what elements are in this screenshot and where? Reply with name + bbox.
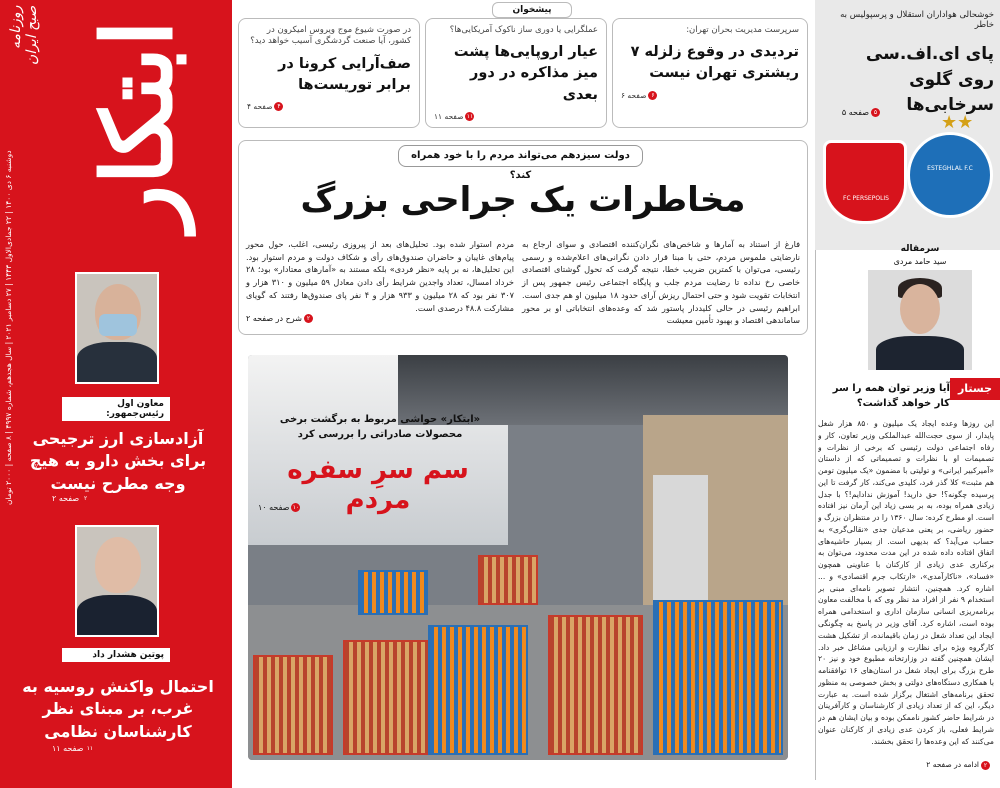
main-headline[interactable]: مخاطرات یک جراحی بزرگ — [300, 180, 746, 220]
teaser-title: صف‌آرایی کرونا در برابر توریست‌ها — [278, 55, 411, 93]
sports-page: ۵صفحه ۵ — [842, 108, 880, 117]
page-dot-icon: ۲ — [81, 494, 90, 503]
masthead-strip — [0, 0, 232, 788]
esteghlal-badge-icon: ESTEGHLAL F.C — [907, 132, 993, 218]
page-dot-icon: ۱۱ — [86, 745, 94, 752]
story2-page: ۱۱صفحه ۱۱ — [52, 744, 94, 753]
editorial-continued: ۲ادامه در صفحه ۲ — [820, 760, 990, 770]
page-dot-icon: ۵ — [871, 108, 880, 117]
stars-icon: ★★ — [941, 112, 974, 133]
teaser-corona[interactable] — [238, 18, 420, 128]
page-dot-icon: ۲ — [981, 761, 990, 770]
story1-headline[interactable]: آزادسازی ارز ترجیحی برای بخش دارو به هیچ وجه مطرح نیست — [29, 429, 207, 493]
story2-headline[interactable]: احتمال واکنش روسیه به غرب، بر مبنای نظر کارشناسان نظامی — [22, 677, 214, 741]
teaser-title: تردیدی در وقوع زلزله ۷ ریشتری تهران نیست — [630, 44, 799, 82]
editorial-label: سرمقاله — [900, 244, 940, 254]
brand-logo[interactable]: ابتکار — [81, 20, 194, 232]
editorial-band: جستار — [950, 378, 1000, 400]
photo-kicker: «ابتکار» حواشی مربوط به برگشت برخی محصولات صادراتی را بررسی کرد — [279, 414, 481, 440]
teaser-page: ۴صفحه ۴ — [247, 102, 411, 112]
sports-box[interactable] — [815, 0, 1000, 250]
photo-page: ۱۰صفحه ۱۰ — [258, 503, 300, 512]
teaser-page: ۶صفحه ۶ — [621, 91, 799, 101]
vp-photo — [75, 272, 159, 384]
brand-subtitle: روزنامه صبح ایران — [8, 6, 40, 66]
teaser-kicker: در صورت شیوع موج ویروس امیکرون در کشور، آیا صنعت گردشگری آسیب خواهد دید؟ — [250, 25, 411, 47]
teaser-title: عیار اروپایی‌ها پشت میز مذاکره در دور بعدی — [453, 44, 598, 103]
dateline: دوشنبه ۶ دی ۱۴۰۰ | ۲۲ جمادی‌الاول ۱۴۴۳ | ۲۷ دسامبر ۲۰۲۱ | سال هجدهم، شماره ۴۹۹۷ | ۸ صفحه | ۲۰۰۰ تومان — [4, 150, 13, 505]
editorial-author: سید حامد مردی — [893, 257, 947, 266]
sports-title: پای ای.اف.سی روی گلوی سرخابی‌ها — [865, 44, 994, 115]
editorial-body: این روزها وعده ایجاد یک میلیون و ۸۵۰ هزار شغل پایدار، از سوی حجت‌الله عبدالملکی وزیر تعاون، کار و رفاه اجتماعی دولت رئیسی که برخی از نظرات و تصمیمات او با نظرات و تصمیماتی که از داستان «آمیرکبیر ایرانی» و تولیتی با مضمون «یک میلیون تومن هم مثبت» کلا گذر فرد، کلیدی می‌کند، کار گرفت تا این پرسیده چگونه؟! حق دارید! آموزش ندادایم!؟ با جدل زیادی همراه بوده، به بر بسی زیاد این آرمان نیز افتاده است. او مطرح کرده: سال ۱۳۶۰ را در منتظران بزرگ و حضور ریاضی، بر یعنی مدعیان جدی «نقالی‌گری» به حساب می‌آید؟ که بدیهی است. از بسیار حاشیه‌های اتفاق افتاده داده شده در این مدت محدود، می‌توان به برکناری عدی زیادی از کارکنان با عناوینی همچون «فساد»، «ناکارآمدی»، «ارتکاب جرم اقتصادی» و ... اشاره کرد. همچنین، انتشار تصویر نامه‌ای مبنی بر استخدام ۹ نفر از افراد مد نظر وی که با مخالفت معاون برنامه‌ریزی انسانی سازمان اداری و استخدامی همراه بوده است، اشاره کرد. آقای وزیر در پاسخ به چگونگی ایجاد این تعداد شغل در زمان باقیمانده، از تشکیل هشت کارگروه ویژه برای نظارت و ارزیابی مشاغل خبر داد. ایشان همچنین گفته در وزارتخانه مطبوع خود و نیز ۲۰ طرح بزرگ برای ایجاد شغل در استان‌های ۱۶ توافقنامه با همکاری دستگاه‌های دولتی و بخش خصوصی به منظور تحقق برنامه‌های اشتغال برگزار شده است. به عبارت دیگر، این که از تعداد زیادی از کارشناسان و کارآفرینان در شرایط حاضر کشور ناممکن بوده و بیان ایشان هم در شرایط فعلی، باز کردن عدی زیادی از کارکنان عنوان می‌کنند که این وعده‌ها را تحقق بخشند. — [818, 419, 994, 746]
sports-kicker: خوشحالی هواداران استقلال و پرسپولیس به خاطر — [840, 10, 994, 30]
page-dot-icon: ۱۱ — [466, 113, 474, 121]
putin-photo — [75, 525, 159, 637]
story1-caption: معاون اول رئیس‌جمهور: — [62, 397, 170, 421]
main-col-right: فارغ از استناد به آمارها و شاخص‌های نگران‌کننده اقتصادی و سوای ارجاع به نارضایتی ملموس مردم، حتی با مبنا قرار دادن نگرانی‌های اعلام‌شده و رسمی رئیسی، می‌توان با کمترین ضریب خطا، نتیجه گرفت که تحول گوشتای اقتصادی خاصی رخ نداده تا رضایت مردم جلب و پایگاه اجتماعی رئیس جمهور پس از انتخابات تقویت شود و حتی احتمال ریزش آرای حدود ۱۸ میلیون او هم جدی است. ابراهیم رئیسی در حالی کلیددار پاستور شد که وعده‌های انتخاباتی او بر محور ساماندهی اقتصاد و بهبود تأمین معیشت — [522, 239, 800, 326]
pishkhan-label: پیشخوان — [492, 2, 572, 18]
story1-page: ۲صفحه ۲ — [52, 494, 90, 503]
page-dot-icon: ۱۰ — [292, 504, 300, 511]
main-kicker: دولت سیزدهم می‌تواند مردم را با خود همراه کند؟ — [398, 145, 643, 167]
photo-headline[interactable]: سم سرِ سفره مردم — [287, 455, 469, 515]
page-dot-icon: ۶ — [648, 91, 657, 100]
column-divider — [815, 250, 816, 780]
persepolis-badge-icon: FC PERSEPOLIS — [823, 140, 907, 224]
editorial-headline[interactable]: آیا وزیر توان همه را سر کار خواهد گذاشت؟ — [832, 383, 950, 409]
page-dot-icon: ۲ — [304, 314, 313, 323]
teaser-europe[interactable] — [425, 18, 607, 128]
page-dot-icon: ۴ — [274, 102, 283, 111]
author-photo — [868, 270, 972, 370]
teaser-earthquake[interactable] — [612, 18, 808, 128]
main-page: ۲شرح در صفحه ۲ — [246, 314, 313, 323]
story2-caption: پوتین هشدار داد — [62, 648, 170, 662]
main-col-left: مردم استوار شده بود. تحلیل‌های بعد از پیروزی رئیسی، اغلب، حول محور پیام‌های غایبان و حاضران صندوق‌های رأی و شکاف دولت و مردم استوار بود. این تحلیل‌ها، نه بر پایه «نظر فردی» بلکه مستند به «آمارهای معتادار» بود؛ ۲۸ خرداد امسال، تعداد واجدین شرایط رأی دادن معادل ۵۹ میلیون و ۳۱۰ هزار و ۳۰۷ نفر بود که ۲۸ میلیون و ۹۳۳ هزار و ۴ نفر پای صندوق‌ها رفتند که گویای مشارکت ۴۸.۸ درصدی است. — [246, 239, 515, 313]
teaser-kicker: عملگرایی یا دوری ساز ناکوک آمریکایی‌ها؟ — [449, 25, 598, 35]
teaser-page: ۱۱صفحه ۱۱ — [434, 111, 474, 121]
teaser-kicker: سرپرست مدیریت بحران تهران: — [686, 25, 799, 35]
